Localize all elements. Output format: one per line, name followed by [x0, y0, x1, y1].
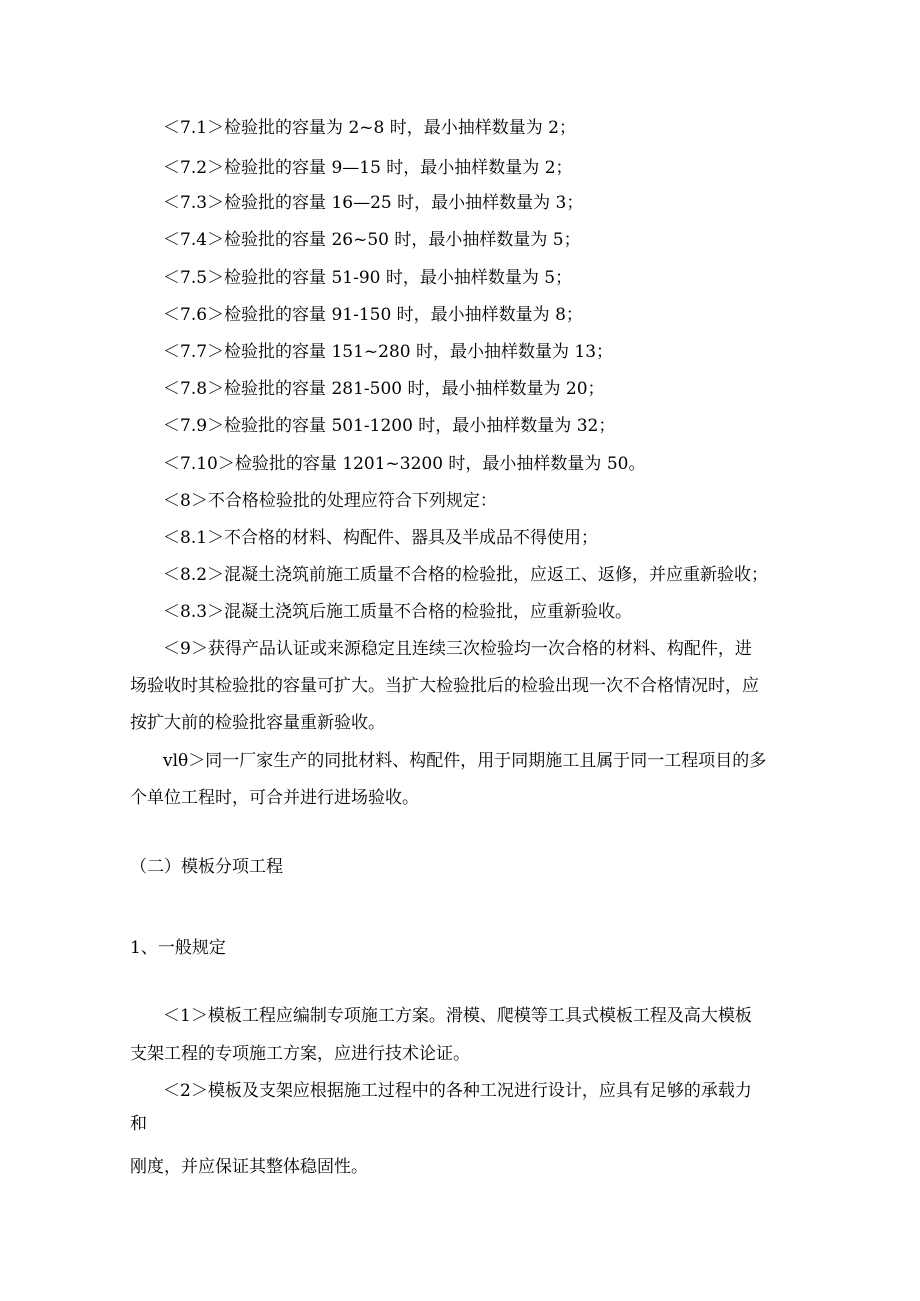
list-item: ＜8.2＞混凝土浇筑前施工质量不合格的检验批，应返工、返修，并应重新验收； [163, 565, 769, 585]
list-item: ＜7.6＞检验批的容量 91-150 时，最小抽样数量为 8； [163, 305, 583, 325]
list-item: ＜7.10＞检验批的容量 1201~3200 时，最小抽样数量为 50。 [163, 454, 646, 474]
paragraph-line: 个单位工程时，可合并进行进场验收。 [130, 788, 419, 808]
list-item: ＜8.1＞不合格的材料、构配件、器具及半成品不得使用； [163, 528, 599, 548]
list-item: ＜7.8＞检验批的容量 281-500 时，最小抽样数量为 20； [163, 379, 605, 399]
paragraph-line: 按扩大前的检验批容量重新验收。 [130, 713, 385, 733]
list-item: ＜7.4＞检验批的容量 26~50 时，最小抽样数量为 5； [163, 230, 581, 250]
paragraph-line: vlθ＞同一厂家生产的同批材料、构配件，用于同期施工且属于同一工程项目的多 [163, 751, 767, 771]
list-item: ＜7.9＞检验批的容量 501-1200 时，最小抽样数量为 32； [163, 416, 616, 436]
paragraph-line: ＜1＞模板工程应编制专项施工方案。滑模、爬模等工具式模板工程及高大模板 [163, 1006, 752, 1026]
subsection-title: 1、一般规定 [130, 938, 226, 958]
paragraph-line: 和 [130, 1114, 147, 1134]
list-item: ＜8.3＞混凝土浇筑后施工质量不合格的检验批，应重新验收。 [163, 602, 633, 622]
section-title: （二）模板分项工程 [130, 857, 283, 877]
list-item: ＜7.2＞检验批的容量 9—15 时，最小抽样数量为 2； [163, 158, 573, 178]
paragraph-line: ＜9＞获得产品认证或来源稳定且连续三次检验均一次合格的材料、构配件，进 [163, 639, 752, 659]
paragraph-line: 刚度，并应保证其整体稳固性。 [130, 1157, 368, 1177]
list-item: ＜7.7＞检验批的容量 151~280 时，最小抽样数量为 13； [163, 342, 614, 362]
list-item: ＜7.3＞检验批的容量 16—25 时，最小抽样数量为 3； [163, 193, 584, 213]
list-item: ＜7.1＞检验批的容量为 2~8 时，最小抽样数量为 2； [163, 118, 576, 138]
paragraph-line: 支架工程的专项施工方案，应进行技术论证。 [130, 1044, 470, 1064]
paragraph-line: ＜2＞模板及支架应根据施工过程中的各种工况进行设计，应具有足够的承载力 [163, 1081, 752, 1101]
paragraph-line: 场验收时其检验批的容量可扩大。当扩大检验批后的检验出现一次不合格情况时，应 [130, 676, 759, 696]
list-item: ＜8＞不合格检验批的处理应符合下列规定： [163, 491, 497, 511]
list-item: ＜7.5＞检验批的容量 51-90 时，最小抽样数量为 5； [163, 268, 573, 288]
